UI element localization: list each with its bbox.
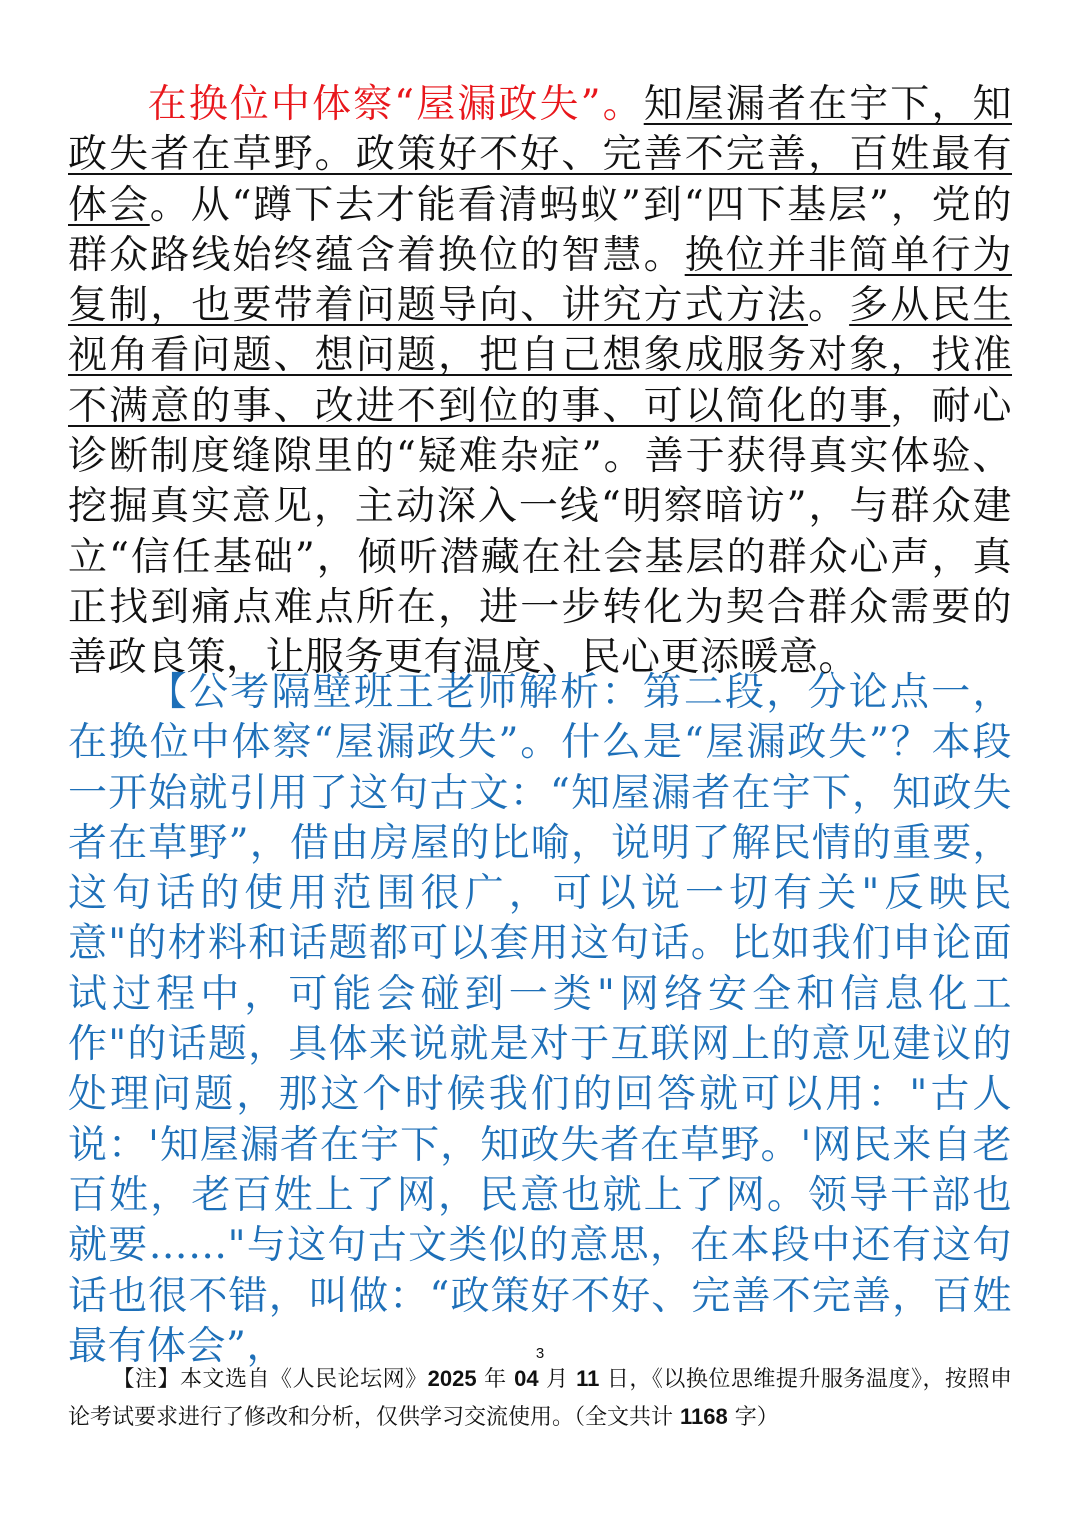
footnote-day: 11 xyxy=(576,1366,600,1391)
footnote-prefix: 【注】本文选自《人民论坛网》 xyxy=(112,1367,428,1392)
body-paragraph xyxy=(68,80,1012,684)
footnote-count: 1168 xyxy=(680,1404,728,1429)
underlined-text: 多从民生视角看问题、想问题，把自己想象成服务对象，找准不满意的事、改进不到位的事、可以简化的事 xyxy=(68,283,1012,429)
body-text: 。 xyxy=(808,283,850,329)
underlined-text: 知屋漏者在宇下，知政失者在草野。政策好不好、完善不完善，百姓最有体会 xyxy=(68,82,1012,228)
analysis-paragraph xyxy=(68,668,1012,1372)
underlined-text: 换位并非简单行为复制，也要带着问题导向、讲究方式方法 xyxy=(68,232,1012,329)
footnote-text: 年 xyxy=(476,1367,515,1392)
footnote-text: 日，《以换位思维提升服务温度》，按照申论考试要求进行了修改和分析，仅供学习交流使用。（全文共计 xyxy=(68,1367,1012,1430)
section-heading: 在换位中体察“屋漏政失”。 xyxy=(146,82,644,127)
footnote-month: 04 xyxy=(514,1366,539,1391)
footnote-year: 2025 xyxy=(427,1366,477,1391)
page-number: 3 xyxy=(535,1345,545,1362)
body-text: ，耐心诊断制度缝隙里的“疑难杂症”。善于获得真实体验、挖掘真实意见，主动深入一线“明察暗访”，与群众建立“信任基础”，倾听潜藏在社会基层的群众心声，真正找到痛点难点所在，进一步转化为契合群众需要的善政良策，让服务更有温度、民心更添暖意。 xyxy=(68,383,1012,681)
body-text: 。从“蹲下去才能看清蚂蚁”到“四下基层”，党的群众路线始终蕴含着换位的智慧。 xyxy=(68,182,1012,278)
footnote-text: 月 xyxy=(538,1367,577,1392)
analysis-text: 【公考隔壁班王老师解析：第二段，分论点一，在换位中体察“屋漏政失”。什么是“屋漏政失”？本段一开始就引用了这句古文：“知屋漏者在宇下，知政失者在草野”，借由房屋的比喻，说明了解民情的重要，这句话的使用范围很广，可以说一切有关"反映民意"的材料和话题都可以套用这句话。比如我们申论面试过程中，可能会碰到一类"网络安全和信息化工作"的话题，具体来说就是对于互联网上的意见建议的处理问题，那这个时候我们的回答就可以用："古人说：'知屋漏者在宇下，知政失者在草野。'网民来自老百姓，老百姓上了网，民意也就上了网。领导干部也就要……"与这句古文类似的意思，在本段中还有这句话也很不错，叫做：“政策好不好、完善不完善，百姓最有体会”， xyxy=(68,670,1012,1369)
footnote xyxy=(68,1360,1012,1436)
footnote-text: 字） xyxy=(727,1405,779,1430)
